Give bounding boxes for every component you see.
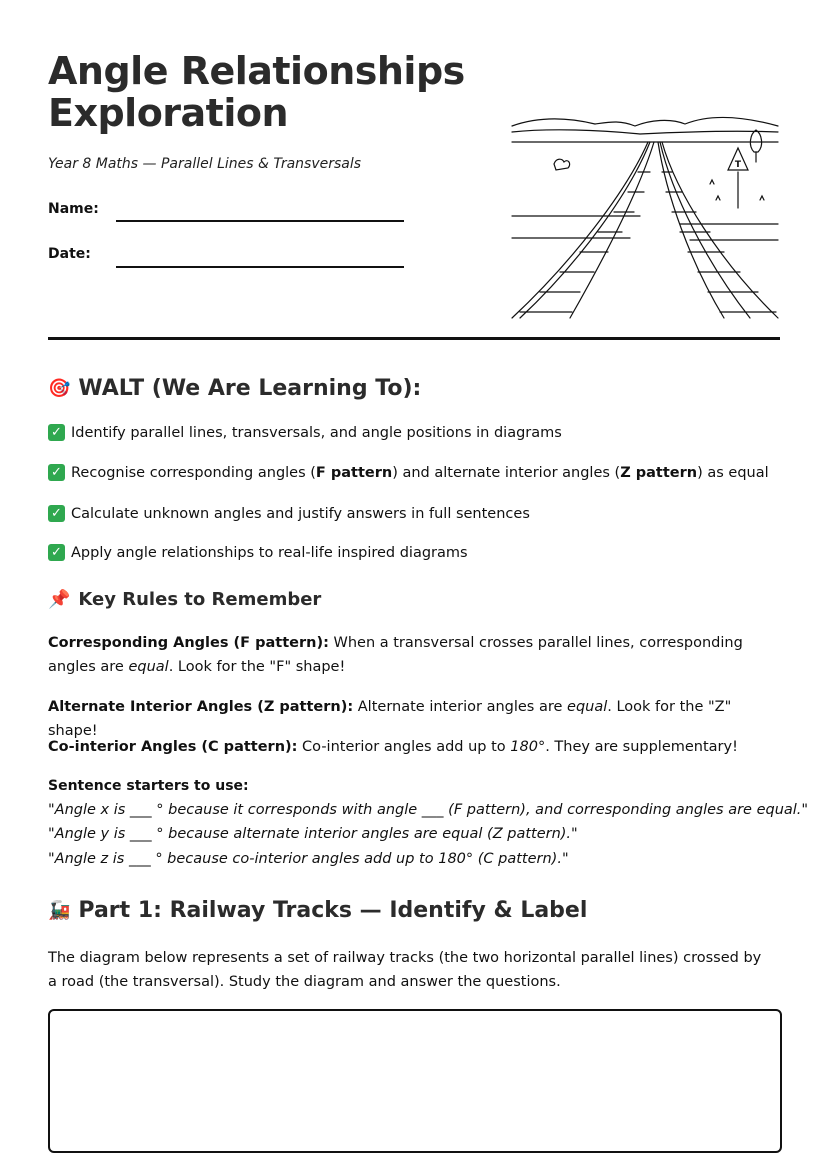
diagram-box	[48, 1009, 782, 1153]
date-label: Date:	[48, 246, 91, 262]
title-line-1: Angle Relationships	[48, 49, 465, 93]
sentence-starter-3: "Angle z is ___ ° because co-interior angles add up to 180° (C pattern)."	[48, 851, 569, 867]
walt-item-4	[48, 544, 468, 561]
walt-item-2	[48, 464, 769, 481]
checkmark-icon: ✓	[48, 424, 65, 441]
sentence-starter-1: "Angle x is ___ ° because it corresponds with angle ___ (F pattern), and corresponding angles are equal."	[48, 802, 809, 818]
walt-item-text: Apply angle relationships to real-life inspired diagrams	[71, 544, 468, 561]
walt-heading	[48, 376, 421, 401]
checkmark-icon: ✓	[48, 464, 65, 481]
subtitle: Year 8 Maths — Parallel Lines & Transversals	[48, 156, 362, 172]
walt-item-text: Recognise corresponding angles (F pattern) and alternate interior angles (Z pattern) as equal	[71, 464, 769, 481]
checkmark-icon: ✓	[48, 544, 65, 561]
key-rules-heading-text: Key Rules to Remember	[78, 589, 322, 610]
checkmark-icon: ✓	[48, 505, 65, 522]
walt-item-text: Identify parallel lines, transversals, and angle positions in diagrams	[71, 424, 562, 441]
sign-letter: T	[734, 160, 742, 170]
date-field[interactable]	[116, 266, 404, 268]
train-icon: 🚂	[48, 900, 71, 921]
rule-corresponding: Corresponding Angles (F pattern): When a transversal crosses parallel lines, corresponding angles are equal. Look for the "F" shape!	[48, 635, 743, 675]
walt-item-text: Calculate unknown angles and justify answers in full sentences	[71, 505, 530, 522]
walt-heading-text: WALT (We Are Learning To):	[78, 376, 422, 401]
part1-heading	[48, 898, 587, 923]
pushpin-icon: 📌	[48, 589, 71, 610]
sentence-starters-label: Sentence starters to use:	[48, 778, 249, 794]
key-rules-heading	[48, 589, 321, 610]
header-divider	[48, 337, 780, 340]
rule-alternate: Alternate Interior Angles (Z pattern): Alternate interior angles are equal. Look for the "Z" shape!	[48, 699, 732, 739]
name-label: Name:	[48, 201, 99, 217]
walt-item-3	[48, 505, 530, 522]
part1-heading-text: Part 1: Railway Tracks — Identify & Label	[78, 898, 588, 923]
railway-illustration	[510, 112, 780, 320]
part1-intro: The diagram below represents a set of railway tracks (the two horizontal parallel lines) crossed by a road (the transversal). Study the diagram and answer the questions.	[48, 950, 762, 990]
sentence-starter-2: "Angle y is ___ ° because alternate interior angles are equal (Z pattern)."	[48, 826, 578, 842]
rule-co-interior: Co-interior Angles (C pattern): Co-interior angles add up to 180°. They are supplementary!	[48, 739, 738, 755]
walt-item-1	[48, 424, 562, 441]
title-line-2: Exploration	[48, 91, 289, 135]
name-field[interactable]	[116, 220, 404, 222]
target-icon: 🎯	[48, 378, 71, 399]
page-title	[48, 50, 465, 134]
